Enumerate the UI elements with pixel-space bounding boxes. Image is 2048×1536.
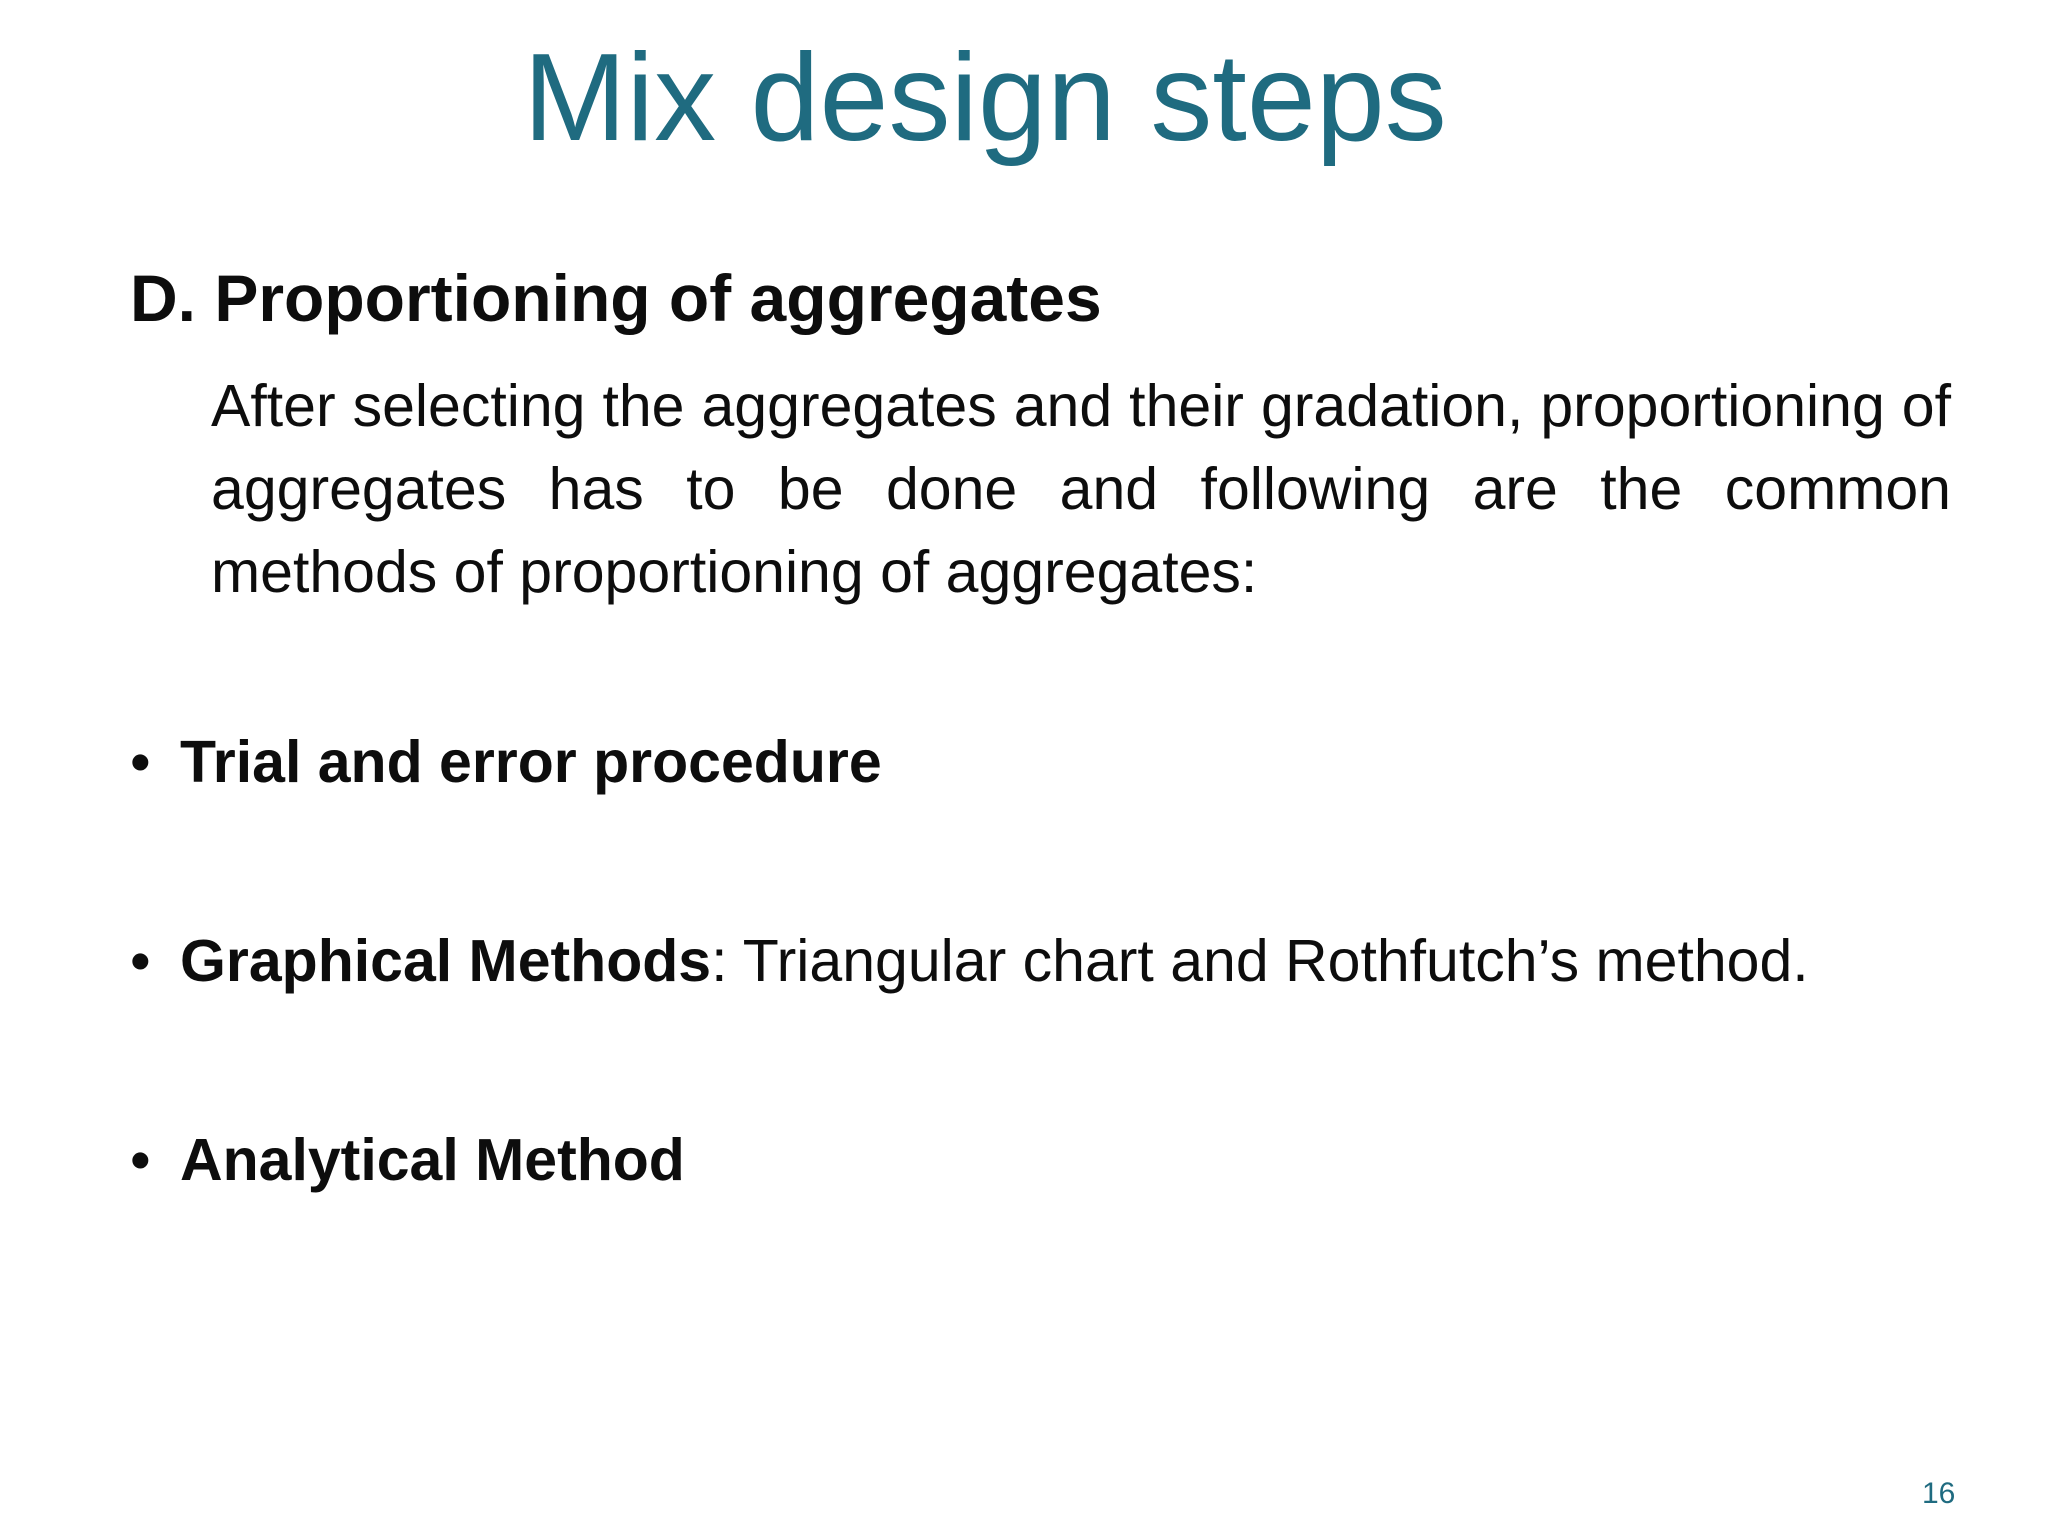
slide-title: Mix design steps [523, 29, 1447, 167]
bullet-bold-text: Trial and error procedure [180, 729, 882, 795]
bullet-icon: • [130, 928, 151, 994]
bullet-icon: • [130, 1127, 151, 1193]
bullet-icon: • [130, 729, 151, 795]
bullet-rest-text: : Triangular chart and Rothfutch’s method. [711, 928, 1809, 994]
bullet-bold-text: Graphical Methods [180, 928, 712, 994]
bullet-list [130, 722, 1930, 1319]
bullet-bold-text: Analytical Method [180, 1127, 685, 1193]
bullet-item-analytical-method [130, 1120, 1930, 1200]
bullet-item-trial-and-error [130, 722, 1930, 802]
bullet-item-graphical-methods [130, 921, 1930, 1001]
page-number: 16 [1922, 1477, 1956, 1510]
section-heading: D. Proportioning of aggregates [130, 261, 1102, 335]
intro-paragraph: After selecting the aggregates and their gradation, proportioning of aggregates has to be done and following are the common methods of proportioning of aggregates: [211, 373, 1951, 605]
